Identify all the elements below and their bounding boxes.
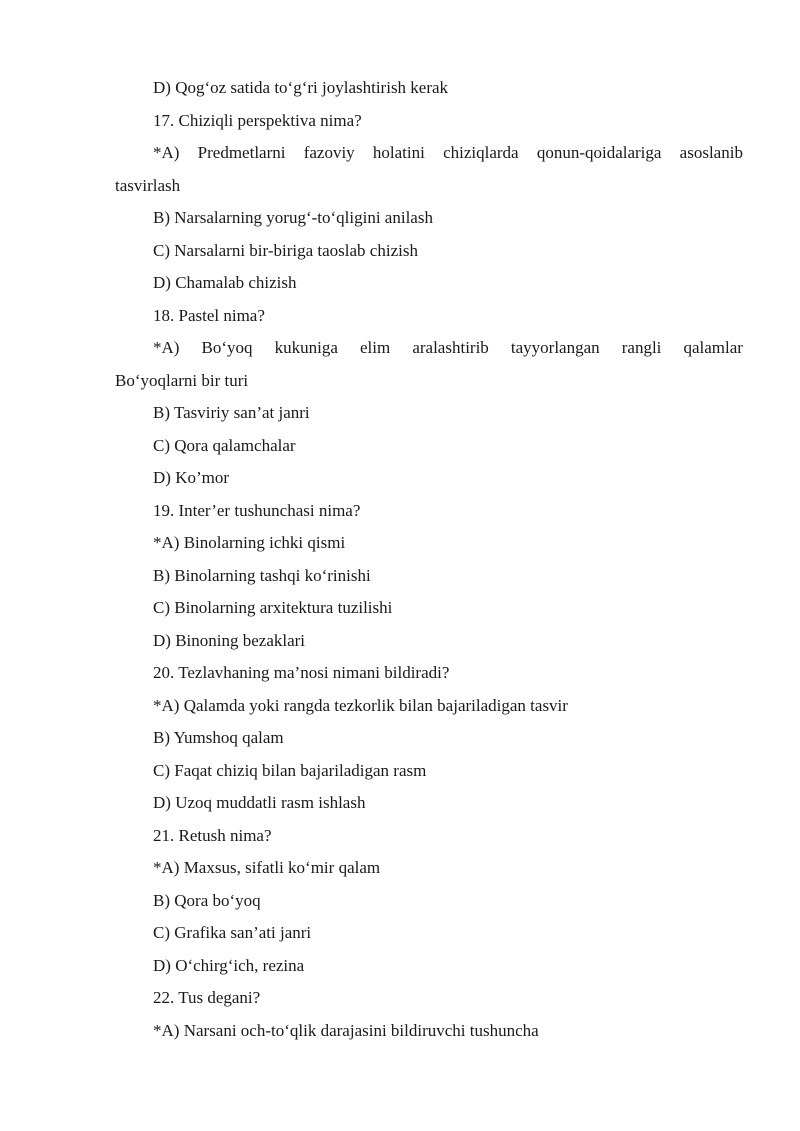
correct-answer: *A) Maxsus, sifatli ko‘mir qalam <box>153 858 381 877</box>
answer-option: B) Narsalarning yorug‘-to‘qligini anilash <box>153 208 433 227</box>
answer-option: D) Uzoq muddatli rasm ishlash <box>153 793 366 812</box>
answer-option: C) Narsalarni bir-biriga taoslab chizish <box>153 240 418 260</box>
word: fazoviy <box>303 143 355 162</box>
word: kukuniga <box>274 338 338 357</box>
question-text: 22. Tus degani? <box>153 988 261 1007</box>
word: Bo‘yoq <box>201 338 253 357</box>
correct-answer-line <box>115 332 743 365</box>
correct-answer-line <box>115 137 743 170</box>
answer-option: B) Yumshoq qalam <box>153 728 284 747</box>
word: qonun-qoidalariga <box>536 143 662 162</box>
word: aralashtirib <box>412 338 489 357</box>
correct-answer: *A) Qalamda yoki rangda tezkorlik bilan bajariladigan tasvir <box>153 695 568 715</box>
document-page <box>115 72 743 1047</box>
word: chiziqlarda <box>443 143 519 162</box>
answer-option: D) Binoning bezaklari <box>153 630 306 650</box>
answer-continuation: Bo‘yoqlarni bir turi <box>115 370 249 390</box>
answer-option: C) Binolarning arxitektura tuzilishi <box>153 598 393 617</box>
word: qalamlar <box>683 338 743 357</box>
question-text: 21. Retush nima? <box>153 825 272 845</box>
question-text: 17. Chiziqli perspektiva nima? <box>153 110 362 130</box>
word: holatini <box>372 143 425 162</box>
answer-option: D) Ko’mor <box>153 468 230 487</box>
word: elim <box>360 338 391 357</box>
word: *A) <box>153 338 180 357</box>
question-text: 19. Inter’er tushunchasi nima? <box>153 500 361 520</box>
word: Predmetlarni <box>197 143 286 162</box>
word: rangli <box>621 338 662 357</box>
correct-answer: *A) Narsani och-to‘qlik darajasini bildiruvchi tushuncha <box>153 1020 539 1040</box>
answer-option: C) Qora qalamchalar <box>153 435 296 455</box>
answer-option: B) Qora bo‘yoq <box>153 890 261 910</box>
word: tayyorlangan <box>510 338 600 357</box>
word: *A) <box>153 143 180 162</box>
answer-option: D) Chamalab chizish <box>153 273 297 292</box>
question-text: 20. Tezlavhaning ma’nosi nimani bildiradi? <box>153 663 450 682</box>
answer-option: D) Qog‘oz satida to‘g‘ri joylashtirish kerak <box>153 78 449 97</box>
question-text: 18. Pastel nima? <box>153 305 265 325</box>
word: asoslanib <box>679 143 743 162</box>
correct-answer: *A) Binolarning ichki qismi <box>153 533 346 552</box>
answer-option: D) O‘chirg‘ich, rezina <box>153 955 305 975</box>
answer-option: B) Tasviriy san’at janri <box>153 403 310 422</box>
answer-option: C) Grafika san’ati janri <box>153 923 312 942</box>
answer-option: B) Binolarning tashqi ko‘rinishi <box>153 565 371 585</box>
answer-option: C) Faqat chiziq bilan bajariladigan rasm <box>153 760 427 780</box>
answer-continuation: tasvirlash <box>115 175 181 195</box>
